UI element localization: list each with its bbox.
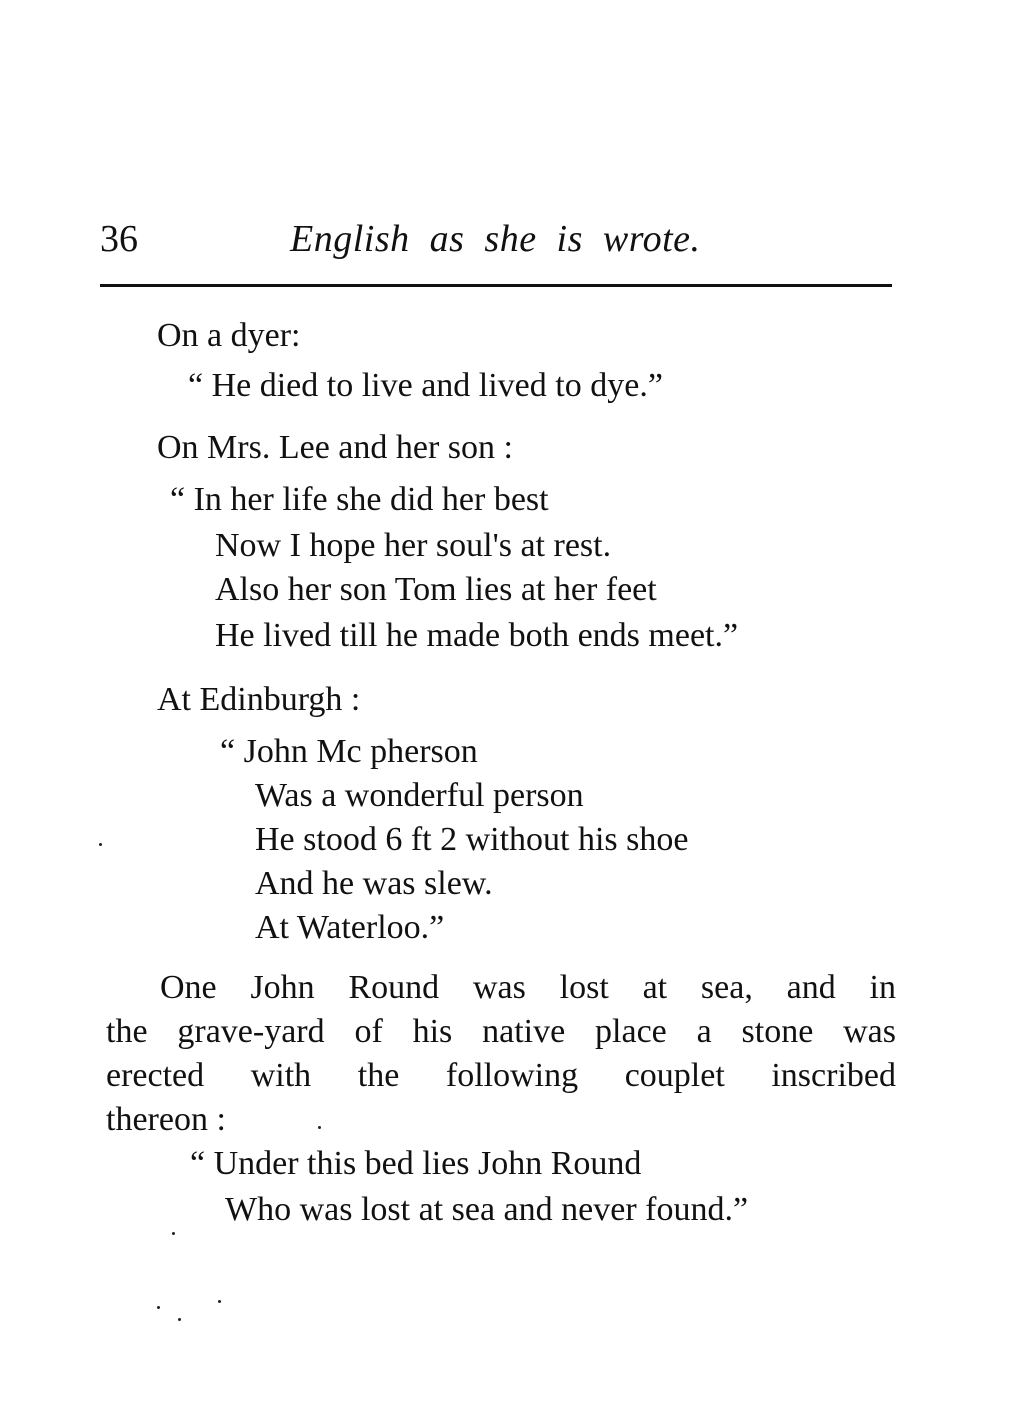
verse-line: He stood 6 ft 2 without his shoe bbox=[255, 821, 689, 858]
verse-line: “ John Mc pherson bbox=[220, 733, 478, 770]
verse-line: Now I hope her soul's at rest. bbox=[215, 527, 612, 564]
verse-line: “ In her life she did her best bbox=[170, 481, 549, 518]
paragraph-line: thereon : bbox=[106, 1101, 226, 1138]
verse-line: Who was lost at sea and never found.” bbox=[225, 1191, 749, 1228]
page-number: 36 bbox=[100, 218, 138, 260]
running-title: English as she is wrote. bbox=[290, 218, 701, 260]
verse-line: “ He died to live and lived to dye.” bbox=[188, 367, 663, 404]
verse-line: He lived till he made both ends meet.” bbox=[215, 617, 739, 654]
verse-line: Was a wonderful person bbox=[255, 777, 584, 814]
scan-speck bbox=[218, 1300, 221, 1303]
scan-speck bbox=[178, 1318, 181, 1321]
header-rule bbox=[100, 284, 892, 287]
verse-line: And he was slew. bbox=[255, 865, 493, 902]
entry-heading: On a dyer: bbox=[157, 317, 301, 354]
verse-line: “ Under this bed lies John Round bbox=[190, 1145, 642, 1182]
entry-heading: At Edinburgh : bbox=[157, 681, 361, 718]
scan-speck bbox=[99, 843, 102, 846]
scan-speck bbox=[318, 1126, 321, 1129]
paragraph-line: the grave-yard of his native place a stone was bbox=[106, 1013, 896, 1050]
paragraph-line: One John Round was lost at sea, and in bbox=[160, 969, 896, 1006]
verse-line: Also her son Tom lies at her feet bbox=[215, 571, 657, 608]
entry-heading: On Mrs. Lee and her son : bbox=[157, 429, 513, 466]
scan-speck bbox=[157, 1306, 160, 1309]
scan-speck bbox=[172, 1232, 175, 1235]
paragraph-line: erected with the following couplet inscribed bbox=[106, 1057, 896, 1094]
verse-line: At Waterloo.” bbox=[255, 909, 445, 946]
